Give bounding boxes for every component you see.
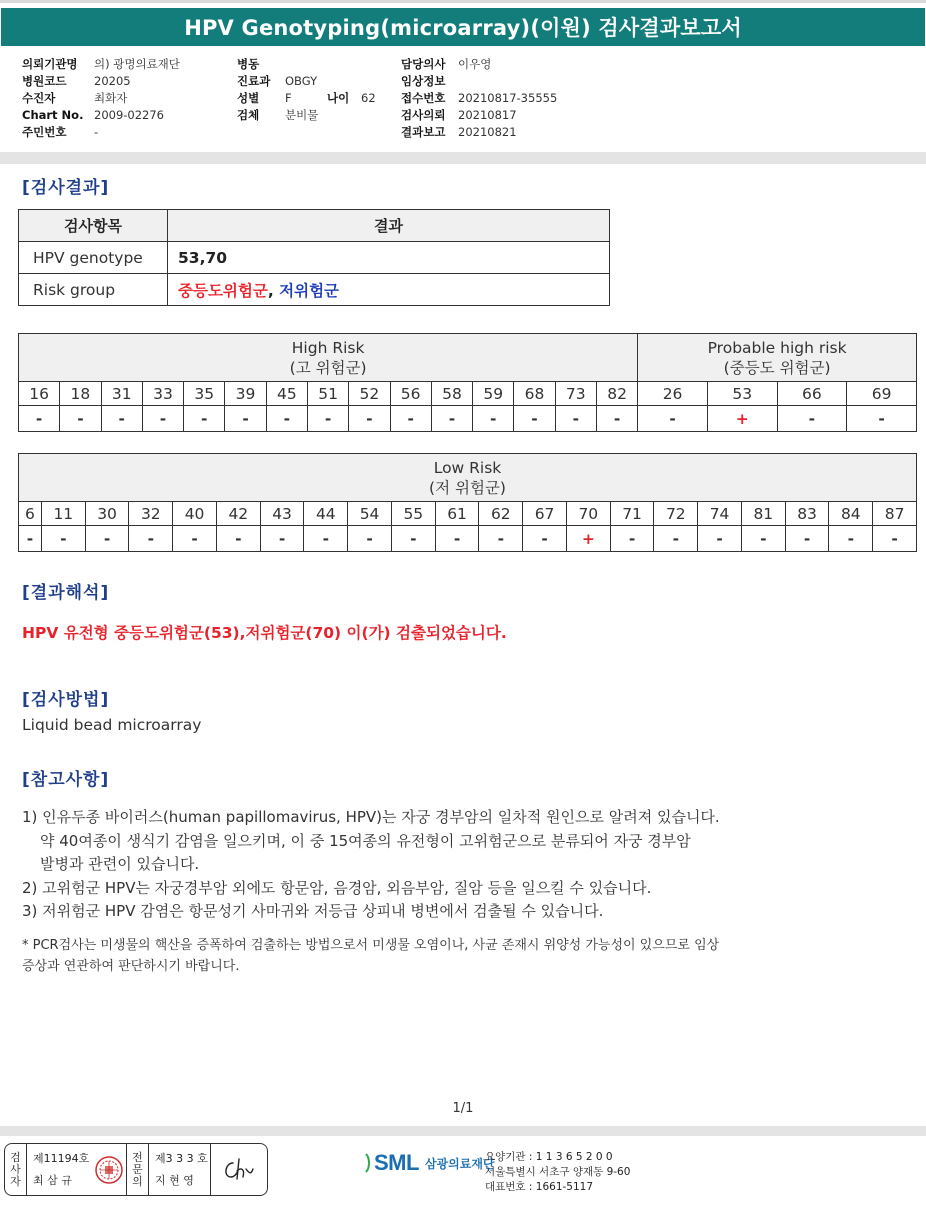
negative-mark: - (173, 526, 217, 552)
genotype-number: 16 (19, 382, 60, 406)
genotype-number: 81 (741, 502, 785, 526)
genotype-number: 18 (60, 382, 101, 406)
genotype-label: HPV genotype (19, 242, 168, 274)
info-value: - (94, 125, 99, 139)
negative-mark: - (873, 526, 917, 552)
method-text: Liquid bead microarray (22, 716, 202, 734)
specialist-label (127, 1144, 149, 1195)
negative-mark: - (348, 526, 392, 552)
info-label: 의뢰기관명 (22, 57, 78, 71)
pcr-footnote (22, 935, 719, 977)
high-risk-header (19, 334, 638, 382)
genotype-number: 52 (349, 382, 390, 406)
high-risk-title: High Risk (291, 338, 365, 357)
negative-mark: - (266, 406, 307, 432)
negative-mark: - (596, 406, 637, 432)
positive-mark: + (707, 406, 777, 432)
top-divider (0, 0, 926, 3)
info-label: 검사의뢰 (401, 108, 446, 122)
low-risk-title: Low Risk (433, 458, 502, 477)
genotype-number: 35 (184, 382, 225, 406)
low-risk-subtitle: (저 위험군) (429, 478, 506, 497)
info-label: Chart No. (22, 108, 84, 122)
genotype-number: 51 (307, 382, 348, 406)
org-phone: 대표번호 : 1661-5117 (485, 1181, 594, 1193)
genotype-number: 68 (514, 382, 555, 406)
negative-mark: - (638, 406, 708, 432)
specialist-license: 제3 3 3 호 (155, 1151, 208, 1165)
negative-mark: - (847, 406, 917, 432)
genotype-number: 84 (829, 502, 873, 526)
high-marks-row (19, 406, 917, 432)
info-label: 병원코드 (22, 74, 67, 88)
genotype-number: 53 (707, 382, 777, 406)
genotype-number: 30 (85, 502, 129, 526)
info-value: 분비물 (285, 108, 319, 122)
genotype-number: 32 (129, 502, 173, 526)
genotype-value: 53,70 (168, 242, 610, 274)
probable-risk-title: Probable high risk (707, 338, 847, 357)
negative-mark: - (60, 406, 101, 432)
seal-icon (94, 1155, 124, 1185)
specialist-info (149, 1144, 211, 1195)
negative-mark: - (523, 526, 567, 552)
examiner-label (5, 1144, 27, 1195)
specialist-label-char: 문 (132, 1162, 143, 1176)
genotype-number: 62 (479, 502, 523, 526)
footer-divider (0, 1126, 926, 1136)
info-value: OBGY (285, 74, 318, 88)
genotype-number: 66 (777, 382, 847, 406)
info-label: 담당의사 (401, 57, 446, 71)
note-1-cont: 약 40여종이 생식기 감염을 일으키며, 이 중 15여종의 유전형이 고위험군으로 분류되어 자궁 경부암 (40, 831, 691, 850)
genotype-number: 42 (216, 502, 260, 526)
genotype-number: 54 (348, 502, 392, 526)
genotype-number: 58 (431, 382, 472, 406)
note-1-cont: 발병과 관련이 있습니다. (40, 855, 200, 873)
footnote-line: * PCR검사는 미생물의 핵산을 증폭하여 검출하는 방법으로서 미생물 오염이나, 사균 존재시 위양성 가능성이 있으므로 임상 (22, 938, 720, 953)
negative-mark: - (777, 406, 847, 432)
negative-mark: - (435, 526, 479, 552)
report-title: HPV Genotyping(microarray)(이원) 검사결과보고서 (1, 8, 925, 46)
negative-mark: - (829, 526, 873, 552)
specialist-name: 지 현 영 (155, 1173, 194, 1187)
info-value: 이우영 (458, 57, 492, 71)
section-title-notes: [참고사항] (22, 770, 110, 790)
genotype-number: 55 (391, 502, 435, 526)
negative-mark: - (304, 526, 348, 552)
low-risk-header (19, 454, 917, 502)
genotype-number: 73 (555, 382, 596, 406)
note-3: 3) 저위험군 HPV 감염은 항문성기 사마귀와 저등급 상피내 병변에서 검출될 수 있습니다. (22, 902, 604, 920)
risk-separator: , (267, 281, 280, 300)
positive-mark: + (566, 526, 610, 552)
org-address: 서울특별시 서초구 양재동 9-60 (485, 1166, 631, 1178)
info-divider (0, 152, 926, 164)
low-marks-row (19, 526, 917, 552)
age-value: 62 (361, 91, 376, 105)
examiner-label-char: 검 (10, 1150, 21, 1164)
info-value: 20210821 (458, 125, 517, 139)
logo-mark-icon (364, 1150, 372, 1176)
genotype-number: 40 (173, 502, 217, 526)
probable-risk-header (638, 334, 917, 382)
genotype-number: 33 (142, 382, 183, 406)
genotype-number: 61 (435, 502, 479, 526)
negative-mark: - (225, 406, 266, 432)
genotype-number: 82 (596, 382, 637, 406)
risk-mid: 중등도위험군 (178, 281, 268, 300)
risk-label: Risk group (19, 274, 168, 306)
info-value: 20205 (94, 74, 131, 88)
negative-mark: - (610, 526, 654, 552)
negative-mark: - (654, 526, 698, 552)
high-types-row (19, 382, 917, 406)
info-col-3 (401, 56, 557, 141)
info-label: 접수번호 (401, 91, 446, 105)
negative-mark: - (391, 526, 435, 552)
genotype-number: 69 (847, 382, 917, 406)
genotype-number: 45 (266, 382, 307, 406)
specialist-signature (211, 1144, 267, 1195)
genotype-number: 59 (473, 382, 514, 406)
negative-mark: - (19, 526, 42, 552)
negative-mark: - (698, 526, 742, 552)
genotype-number: 83 (785, 502, 829, 526)
negative-mark: - (101, 406, 142, 432)
specialist-label-char: 의 (132, 1174, 143, 1188)
info-label: 주민번호 (22, 125, 67, 139)
signature-icon (219, 1155, 259, 1185)
genotype-number: 74 (698, 502, 742, 526)
info-label: 검체 (237, 108, 260, 122)
probable-risk-subtitle: (중등도 위험군) (723, 358, 831, 377)
info-label: 수진자 (22, 91, 56, 105)
examiner-seal (91, 1144, 127, 1195)
org-name: 삼광의료재단 (424, 1156, 495, 1171)
info-label: 성별 (237, 91, 260, 105)
negative-mark: - (260, 526, 304, 552)
note-2: 2) 고위험군 HPV는 자궁경부암 외에도 항문암, 음경암, 외음부암, 질암 등을 일으킬 수 있습니다. (22, 878, 652, 897)
org-code: 요양기관 : 1 1 3 6 5 2 0 0 (485, 1151, 613, 1163)
info-value: 최화자 (94, 91, 128, 105)
low-types-row (19, 502, 917, 526)
negative-mark: - (19, 406, 60, 432)
high-risk-subtitle: (고 위험군) (289, 358, 367, 377)
note-1: 1) 인유두종 바이러스(human papillomavirus, HPV)는 자궁 경부암의 일차적 원인으로 알려져 있습니다. (22, 808, 720, 826)
risk-value (168, 274, 610, 306)
age-label: 나이 (327, 91, 350, 105)
org-logo (364, 1150, 495, 1176)
genotype-number: 39 (225, 382, 266, 406)
info-label: 진료과 (237, 74, 271, 88)
negative-mark: - (85, 526, 129, 552)
genotype-number: 6 (19, 502, 42, 526)
info-value: 20210817-35555 (458, 91, 558, 105)
footnote-line: 증상과 연관하여 판단하시기 바랍니다. (22, 959, 240, 974)
notes-list (22, 806, 720, 924)
high-risk-table (18, 333, 917, 432)
negative-mark: - (349, 406, 390, 432)
section-title-interpretation: [결과해석] (22, 583, 110, 603)
genotype-number: 43 (260, 502, 304, 526)
section-title-method: [검사방법] (22, 690, 110, 710)
examiner-label-char: 자 (10, 1174, 21, 1188)
negative-mark: - (514, 406, 555, 432)
specialist-label-char: 전 (132, 1150, 143, 1164)
negative-mark: - (479, 526, 523, 552)
risk-low: 저위험군 (279, 281, 340, 300)
negative-mark: - (785, 526, 829, 552)
negative-mark: - (184, 406, 225, 432)
negative-mark: - (41, 526, 85, 552)
info-value: 2009-02276 (94, 108, 164, 122)
info-label: 결과보고 (401, 125, 446, 139)
result-header-value: 결과 (168, 210, 610, 242)
negative-mark: - (473, 406, 514, 432)
genotype-number: 67 (523, 502, 567, 526)
examiner-label-char: 사 (10, 1162, 21, 1176)
signature-box (4, 1143, 268, 1196)
info-value: 의) 광명의료재단 (94, 57, 180, 71)
genotype-number: 26 (638, 382, 708, 406)
negative-mark: - (307, 406, 348, 432)
genotype-number: 11 (41, 502, 85, 526)
examiner-license: 제11194호 (33, 1151, 90, 1165)
info-label: 임상정보 (401, 74, 446, 88)
info-col-2 (237, 56, 376, 124)
negative-mark: - (142, 406, 183, 432)
negative-mark: - (431, 406, 472, 432)
negative-mark: - (555, 406, 596, 432)
section-title-result: [검사결과] (22, 178, 110, 198)
logo-text: SML (374, 1150, 419, 1175)
genotype-number: 71 (610, 502, 654, 526)
interpretation-text: HPV 유전형 중등도위험군(53),저위험군(70) 이(가) 검출되었습니다. (22, 624, 507, 642)
result-table (18, 209, 610, 306)
negative-mark: - (741, 526, 785, 552)
info-col-1 (22, 56, 180, 141)
page-number: 1/1 (452, 1101, 474, 1116)
negative-mark: - (390, 406, 431, 432)
genotype-number: 87 (873, 502, 917, 526)
info-value: 20210817 (458, 108, 517, 122)
org-details (485, 1150, 630, 1195)
low-risk-table (18, 453, 917, 552)
genotype-number: 44 (304, 502, 348, 526)
info-value: F (285, 91, 292, 105)
result-header-item: 검사항목 (19, 210, 168, 242)
examiner-name: 최 삼 규 (33, 1173, 72, 1187)
examiner-info (27, 1144, 91, 1195)
genotype-number: 56 (390, 382, 431, 406)
genotype-number: 31 (101, 382, 142, 406)
info-label: 병동 (237, 57, 260, 71)
negative-mark: - (129, 526, 173, 552)
genotype-number: 72 (654, 502, 698, 526)
genotype-number: 70 (566, 502, 610, 526)
negative-mark: - (216, 526, 260, 552)
